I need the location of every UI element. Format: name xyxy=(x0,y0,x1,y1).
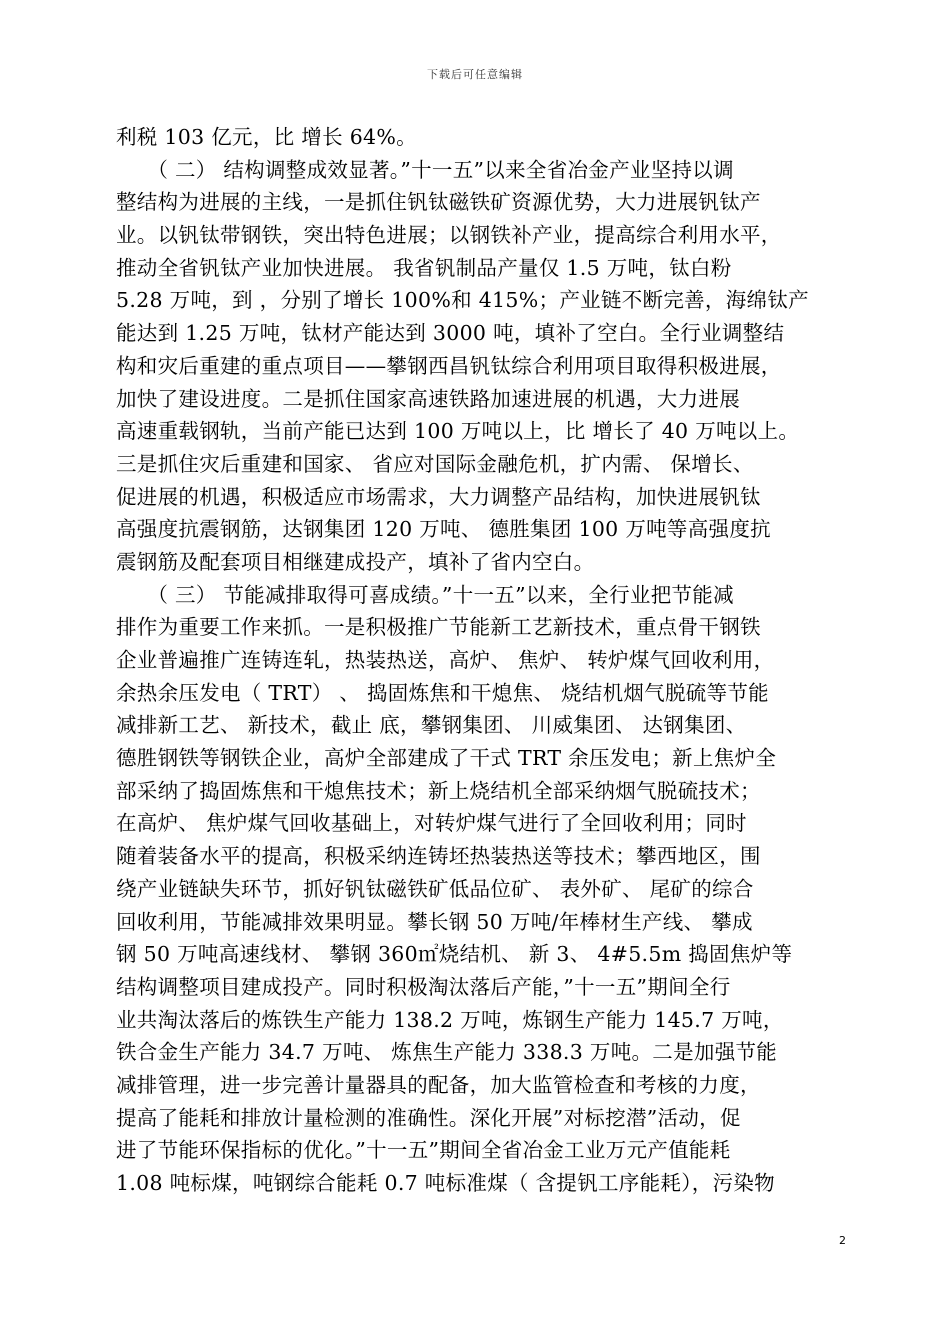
text-line: 利税 103 亿元，比 增长 64%。 xyxy=(116,125,417,149)
body-text xyxy=(116,121,844,1200)
text-line: 减排新工艺、 新技术，截止 底，攀钢集团、 川威集团、 达钢集团、 xyxy=(116,713,747,738)
text-line: 余热余压发电（ TRT） 、 捣固炼焦和干熄焦、 烧结机烟气脱硫等节能 xyxy=(116,680,769,705)
text-line: （ 二） 结构调整成效显著。”十一五”以来全省冶金产业坚持以调 xyxy=(116,157,734,182)
text-line: 促进展的机遇，积极适应市场需求，大力调整产品结构，加快进展钒钛 xyxy=(116,484,761,509)
text-line: 整结构为进展的主线，一是抓住钒钛磁铁矿资源优势，大力进展钒钛产 xyxy=(116,190,761,215)
text-line: 提高了能耗和排放计量检测的准确性。深化开展”对标挖潜”活动，促 xyxy=(116,1105,741,1130)
text-line: 钢 50 万吨高速线材、 攀钢 360㎡烧结机、 新 3、 4#5.5m 捣固焦炉等 xyxy=(116,942,793,967)
text-line: 排作为重要工作来抓。一是积极推广节能新工艺新技术，重点骨干钢铁 xyxy=(116,615,761,640)
text-line: 推动全省钒钛产业加快进展。 我省钒制品产量仅 1.5 万吨，钛白粉 xyxy=(116,255,732,280)
text-line: 业。以钒钛带钢铁，突出特色进展；以钢铁补产业，提高综合利用水平， xyxy=(116,223,782,248)
text-line: 震钢筋及配套项目相继建成投产，填补了省内空白。 xyxy=(116,549,595,574)
text-line: 在高炉、 焦炉煤气回收基础上，对转炉煤气进行了全回收利用；同时 xyxy=(116,811,747,836)
page-header: 下载后可任意编辑 xyxy=(427,68,523,81)
text-line: 回收利用，节能减排效果明显。攀长钢 50 万吨/年棒材生产线、 攀成 xyxy=(116,909,753,934)
text-line: 德胜钢铁等钢铁企业，高炉全部建成了干式 TRT 余压发电；新上焦炉全 xyxy=(116,746,777,771)
page-number: 2 xyxy=(839,1234,846,1247)
text-line: 企业普遍推广连铸连轧，热装热送，高炉、 焦炉、 转炉煤气回收利用， xyxy=(116,648,775,672)
text-line: 1.08 吨标煤，吨钢综合能耗 0.7 吨标准煤（ 含提钒工序能耗），污染物 xyxy=(116,1171,775,1195)
text-line: 构和灾后重建的重点项目——攀钢西昌钒钛综合利用项目取得积极进展， xyxy=(116,353,782,378)
text-line: 部采纳了捣固炼焦和干熄焦技术；新上烧结机全部采纳烟气脱硫技术； xyxy=(116,778,761,803)
text-line: 减排管理，进一步完善计量器具的配备，加大监管检查和考核的力度， xyxy=(116,1072,761,1097)
text-line: 随着装备水平的提高，积极采纳连铸坯热装热送等技术；攀西地区，围 xyxy=(116,844,761,869)
text-line: 能达到 1.25 万吨，钛材产能达到 3000 吨，填补了空白。全行业调整结 xyxy=(116,321,785,346)
text-line: 进了节能环保指标的优化。”十一五”期间全省冶金工业万元产值能耗 xyxy=(116,1138,731,1163)
text-line: 5.28 万吨，到 ，分别了增长 100%和 415%；产业链不断完善，海绵钛产 xyxy=(116,288,809,313)
text-line: 高强度抗震钢筋，达钢集团 120 万吨、 德胜集团 100 万吨等高强度抗 xyxy=(116,517,771,542)
text-line: 绕产业链缺失环节，抓好钒钛磁铁矿低品位矿、 表外矿、 尾矿的综合 xyxy=(116,876,754,901)
text-line: 业共淘汰落后的炼铁生产能力 138.2 万吨，炼钢生产能力 145.7 万吨， xyxy=(116,1007,784,1032)
text-line: 铁合金生产能力 34.7 万吨、 炼焦生产能力 338.3 万吨。二是加强节能 xyxy=(116,1040,778,1065)
text-line: 结构调整项目建成投产。同时积极淘汰落后产能，”十一五”期间全行 xyxy=(116,974,731,999)
text-line: 加快了建设进度。二是抓住国家高速铁路加速进展的机遇，大力进展 xyxy=(116,386,740,411)
text-line: 高速重载钢轨，当前产能已达到 100 万吨以上，比 增长了 40 万吨以上。 xyxy=(116,419,800,444)
text-line: （ 三） 节能减排取得可喜成绩。”十一五”以来，全行业把节能减 xyxy=(116,582,734,607)
text-line: 三是抓住灾后重建和国家、 省应对国际金融危机，扩内需、 保增长、 xyxy=(116,451,754,476)
